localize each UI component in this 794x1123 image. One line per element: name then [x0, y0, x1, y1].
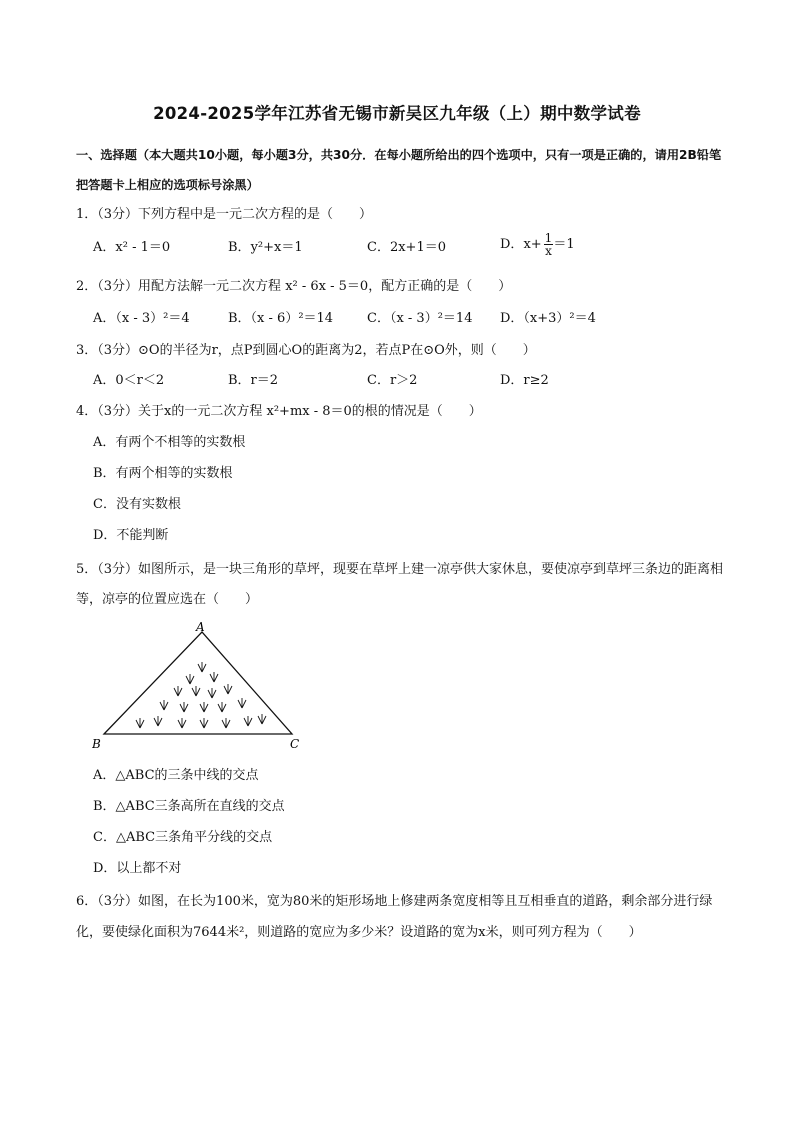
question-2-stem [76, 272, 736, 302]
question-5-option-d: D．以上都不对 [93, 861, 182, 876]
question-1-option-c [367, 236, 446, 260]
grass-tufts-icon [136, 662, 266, 728]
vertex-label-b: B [92, 737, 101, 751]
question-5-option-b: B．△ABC三条高所在直线的交点 [93, 799, 285, 814]
option-text: x² - 1＝0 [115, 240, 171, 255]
option-d-suffix: ＝1 [553, 237, 575, 252]
question-3-option-c: C．r＞2 [367, 373, 418, 388]
question-4-option-c: C．没有实数根 [93, 497, 181, 512]
option-letter: A． [93, 240, 116, 255]
question-4-option-b: B．有两个相等的实数根 [93, 466, 233, 481]
fraction-denominator: x [545, 244, 552, 258]
question-3-option-d: D．r≥2 [500, 373, 549, 388]
question-1-option-b [228, 236, 303, 260]
question-1-option-a [93, 236, 170, 260]
triangle-outline [104, 632, 292, 734]
stem-prefix: 2．（3分）用配方法解一元二次方程 [76, 279, 286, 294]
question-1-option-d [500, 232, 575, 257]
question-3-option-a: A．0＜r＜2 [93, 373, 165, 388]
triangle-lawn-figure [92, 620, 312, 752]
question-2-option-c: C．（x - 3）²＝14 [367, 311, 473, 326]
stem-suffix: ，配方正确的是（ ） [368, 279, 512, 294]
question-2-option-a: A．（x - 3）²＝4 [93, 311, 190, 326]
stem-equation: x² - 6x - 5＝0 [285, 279, 369, 294]
question-2-option-b: B．（x - 6）²＝14 [228, 311, 334, 326]
option-d-prefix: x+ [523, 237, 542, 252]
question-1-stem: 1．（3分）下列方程中是一元二次方程的是（ ） [76, 207, 373, 222]
option-text: y²+x＝1 [250, 240, 303, 255]
fraction-numerator: 1 [544, 231, 553, 245]
question-6-stem: 6．（3分）如图，在长为100米，宽为80米的矩形场地上修建两条宽度相等且互相垂直的道路，剩余部分进行绿化，要使绿化面积为7644米²，则道路的宽应为多少米？设道路的宽为x米，则可列方程为（ ） [76, 894, 713, 940]
option-letter: C． [367, 240, 390, 255]
section-heading: 一、选择题（本大题共10小题，每小题3分，共30分．在每小题所给出的四个选项中，只有一项是正确的，请用2B铅笔把答题卡上相应的选项标号涂黑） [76, 148, 722, 192]
option-letter: B． [228, 240, 251, 255]
question-4-option-d: D．不能判断 [93, 528, 169, 543]
question-4-option-a: A．有两个不相等的实数根 [93, 435, 246, 450]
vertex-label-a: A [196, 620, 205, 634]
question-3-stem: 3．（3分）⊙O的半径为r，点P到圆心O的距离为2，若点P在⊙O外，则（ ） [76, 343, 536, 358]
question-5-option-c: C．△ABC三条角平分线的交点 [93, 830, 273, 845]
fraction [544, 232, 554, 257]
option-text: 2x+1＝0 [389, 240, 446, 255]
question-4-stem: 4．（3分）关于x的一元二次方程 x²+mx - 8＝0的根的情况是（ ） [76, 404, 482, 419]
question-2-option-d: D．（x+3）²＝4 [500, 311, 596, 326]
page-title: 2024-2025学年江苏省无锡市新吴区九年级（上）期中数学试卷 [153, 104, 641, 123]
option-letter: D． [500, 237, 524, 252]
vertex-label-c: C [290, 737, 300, 751]
question-3-option-b: B．r＝2 [228, 373, 279, 388]
question-5-stem: 5．（3分）如图所示，是一块三角形的草坪，现要在草坪上建一凉亭供大家休息，要使凉亭到草坪三条边的距离相等，凉亭的位置应选在（ ） [76, 562, 724, 607]
question-5-option-a: A．△ABC的三条中线的交点 [93, 768, 259, 783]
